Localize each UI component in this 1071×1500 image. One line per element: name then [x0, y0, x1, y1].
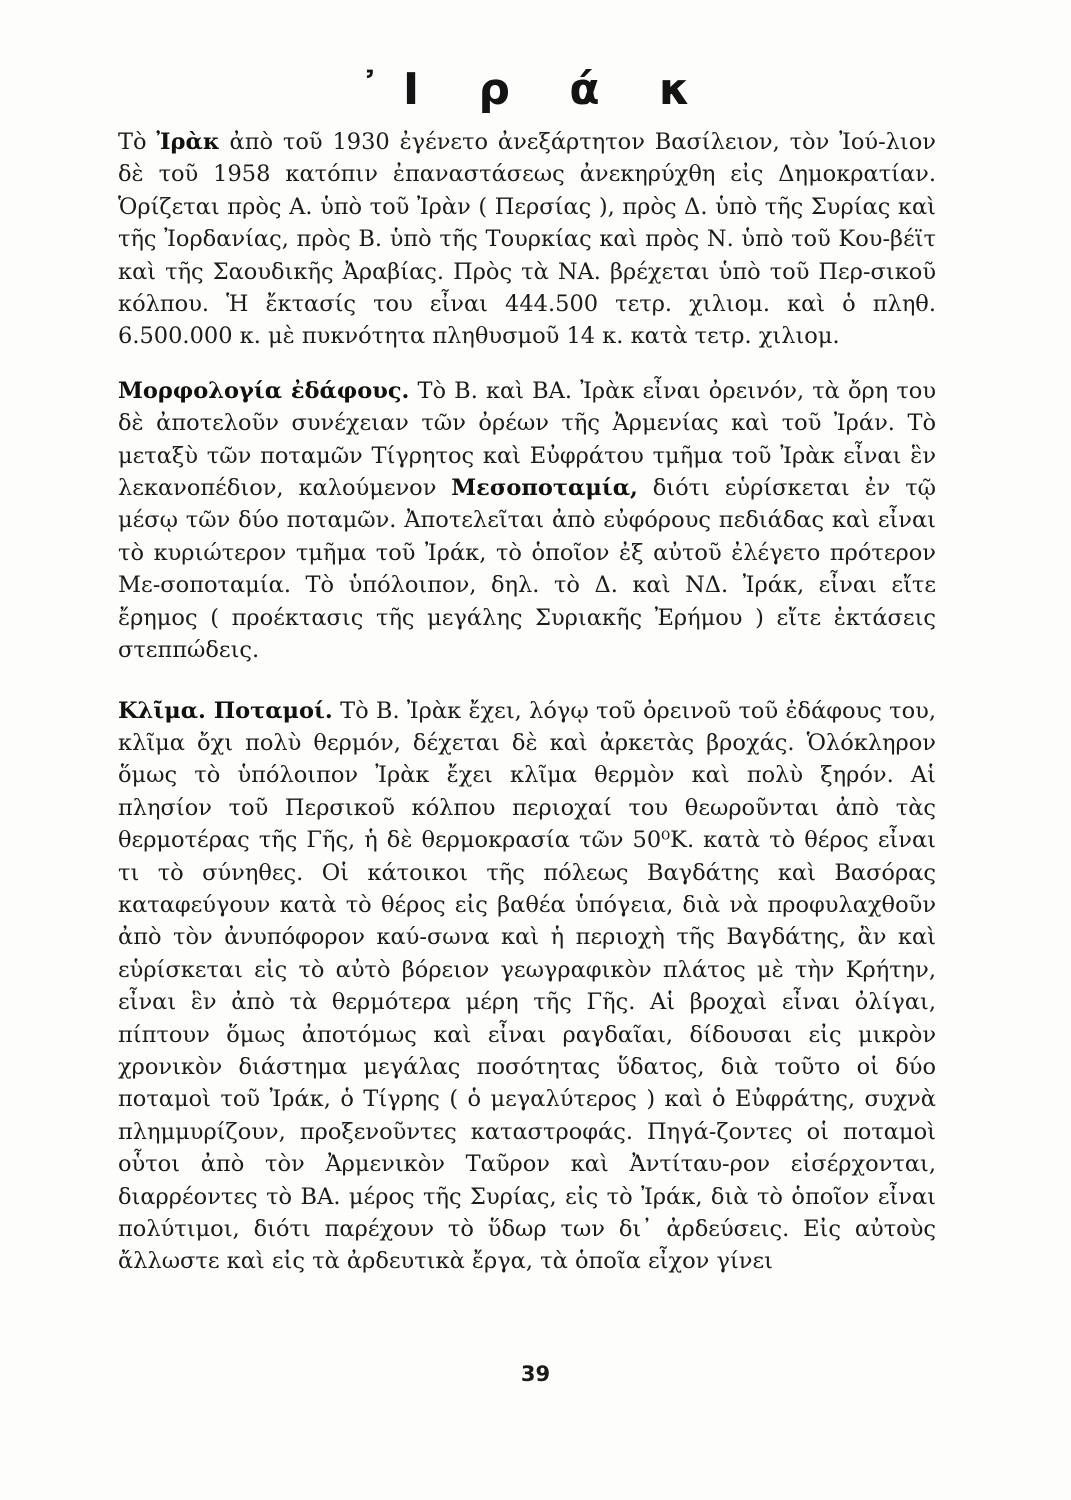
mesopotamia-keyword: Μεσοποταμία, [451, 475, 638, 502]
text-body [118, 126, 936, 1278]
climate-text: Τὸ Β. Ἰρὰκ ἔχει, λόγῳ τοῦ ὀρεινοῦ τοῦ ἐδάφους του, κλῖμα ὄχι πολὺ θερμόν, δέχεται δὲ καὶ ἀρκετὰς βροχάς. Ὁλόκληρον ὅμως τὸ ὑπόλοιπον Ἰρὰκ ἔχει κλῖμα θερμὸν καὶ πολὺ ξηρόν. Αἱ πλησίον τοῦ Περσικοῦ κόλπου περιοχαί του θεωροῦνται ἀπὸ τὰς θερμοτέρας τῆς Γῆς, ἡ δὲ θερμοκρασία τῶν 50⁰Κ. κατὰ τὸ θέρος εἶναι τι τὸ σύνηθες. Οἱ κάτοικοι τῆς πόλεως Βαγδάτης καὶ Βασόρας καταφεύγουν κατὰ τὸ θέρος εἰς βαθέα ὑπόγεια, διὰ νὰ προφυλαχθοῦν ἀπὸ τὸν ἀνυπόφορον καύ-σωνα καὶ ἡ περιοχὴ τῆς Βαγδάτης, ἂν καὶ εὑρίσκεται εἰς τὸ αὐτὸ βόρειον γεωγραφικὸν πλάτος μὲ τὴν Κρήτην, εἶναι ἓν ἀπὸ τὰ θερμότερα μέρη τῆς Γῆς. Αἱ βροχαὶ εἶναι ὀλίγαι, πίπτουν ὅμως ἀποτόμως καὶ εἶναι ραγδαῖαι, δίδουσαι εἰς μικρὸν χρονικὸν διάστημα μεγάλας ποσότητας ὕδατος, διὰ τοῦτο οἱ δύο ποταμοὶ τοῦ Ἰράκ, ὁ Τίγρης ( ὁ μεγαλύτερος ) καὶ ὁ Εὐφράτης, συχνὰ πλημμυρίζουν, προξενοῦντες καταστροφάς. Πηγά-ζοντες οἱ ποταμοὶ οὗτοι ἀπὸ τὸν Ἀρμενικὸν Ταῦρον καὶ Ἀντίταυ-ρον εἰσέρχονται, διαρρέοντες τὸ ΒΑ. μέρος τῆς Συρίας, εἰς τὸ Ἰράκ, διὰ τὸ ὁποῖον εἶναι πολύτιμοι, διότι παρέχουν τὸ ὕδωρ των δι᾿ ἀρδεύσεις. Εἰς αὐτοὺς ἄλλωστε καὶ εἰς τὰ ἀρδευτικὰ ἔργα, τὰ ὁποῖα εἶχον γίνει [118, 697, 937, 1275]
intro-keyword: Ἰρὰκ [156, 129, 220, 155]
paragraph-introduction [118, 126, 936, 353]
morphology-text-1: Τὸ Β. καὶ ΒΑ. Ἰρὰκ εἶναι ὀρεινόν, τὰ ὄρη του δὲ ἀποτελοῦν συνέχειαν τῶν ὀρέων τῆς Ἀρμενίας καὶ τοῦ Ἰράν. Τὸ μεταξὺ τῶν ποταμῶν Τίγρητος καὶ Εὐφράτου τμῆμα τοῦ Ἰρὰκ εἶναι ἓν λεκανοπέδιον, καλούμενον [118, 377, 936, 502]
paragraph-morphology [118, 375, 936, 667]
morphology-text-2: διότι εὑρίσκεται ἐν τῷ μέσῳ τῶν δύο ποταμῶν. Ἀποτελεῖται ἀπὸ εὐφόρους πεδιάδας καὶ εἶναι τὸ κυριώτερον τμῆμα τοῦ Ἰράκ, τὸ ὁποῖον ἐξ αὐτοῦ ἐλέγετο πρότερον Με-σοποταμία. Τὸ ὑπόλοιπον, δηλ. τὸ Δ. καὶ ΝΔ. Ἰράκ, εἶναι εἴτε ἔρημος ( προέκτασις τῆς μεγάλης Συριακῆς Ἐρήμου ) εἴτε ἐκτάσεις στεππώδεις. [118, 475, 937, 664]
page-title: ᾿Ι ρ ά κ [358, 64, 713, 115]
page-number: 39 [520, 1362, 551, 1386]
intro-text: ἀπὸ τοῦ 1930 ἐγένετο ἀνεξάρτητον Βασίλειον, τὸν Ἰού-λιον δὲ τοῦ 1958 κατόπιν ἐπαναστάσεως ἀνεκηρύχθη εἰς Δημοκρατίαν. Ὁρίζεται πρὸς Α. ὑπὸ τοῦ Ἰρὰν ( Περσίας ), πρὸς Δ. ὑπὸ τῆς Συρίας καὶ τῆς Ἰορδανίας, πρὸς Β. ὑπὸ τῆς Τουρκίας καὶ πρὸς Ν. ὑπὸ τοῦ Κου-βέϊτ καὶ τῆς Σαουδικῆς Ἀραβίας. Πρὸς τὰ ΝΑ. βρέχεται ὑπὸ τοῦ Περ-σικοῦ κόλπου. Ἡ ἔκτασίς του εἶναι 444.500 τετρ. χιλιομ. καὶ ὁ πληθ. 6.500.000 κ. μὲ πυκνότητα πληθυσμοῦ 14 κ. κατὰ τετρ. χιλιομ. [118, 129, 936, 350]
section-heading-climate: Κλῖμα. Ποταμοί. [118, 697, 333, 724]
intro-text-lead: Τὸ [118, 129, 157, 155]
paragraph-climate-rivers [118, 695, 936, 1278]
section-heading-morphology: Μορφολογία ἐδάφους. [118, 377, 410, 404]
